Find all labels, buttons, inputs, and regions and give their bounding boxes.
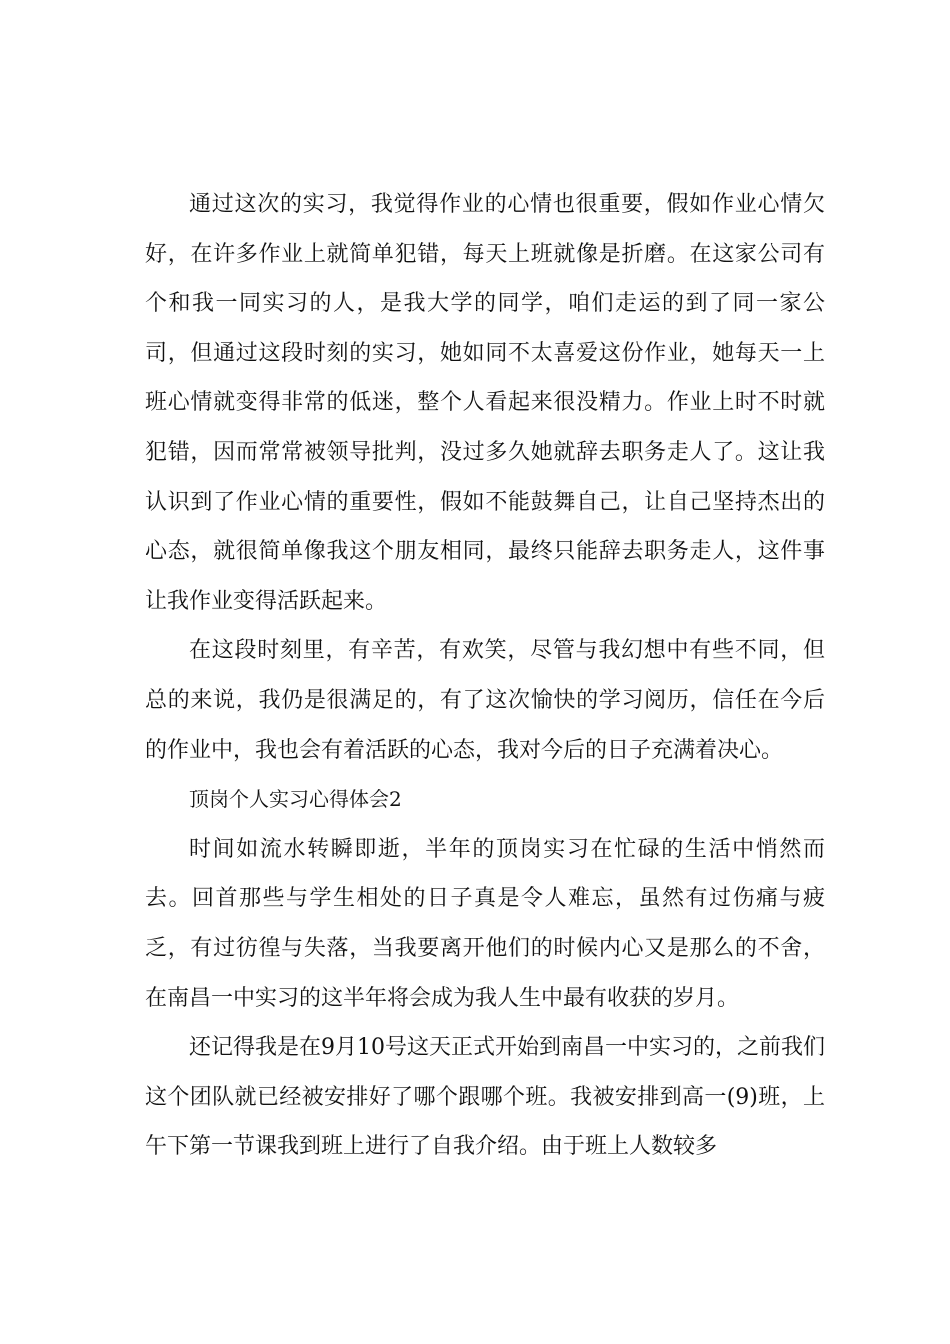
document-body (145, 180, 825, 1172)
paragraph-time-passes: 时间如流水转瞬即逝，半年的顶岗实习在忙碌的生活中悄然而去。回首那些与学生相处的日子真是令人难忘，虽然有过伤痛与疲乏，有过彷徨与失落，当我要离开他们的时候内心又是那么的不舍，在南昌一中实习的这半年将会成为我人生中最有收获的岁月。 (145, 836, 825, 1011)
section-title: 顶岗个人实习心得体会2 (189, 787, 402, 812)
paragraph-summary: 在这段时刻里，有辛苦，有欢笑，尽管与我幻想中有些不同，但总的来说，我仍是很满足的，有了这次愉快的学习阅历，信任在今后的作业中，我也会有着活跃的心态，我对今后的日子充满着决心。 (145, 638, 825, 763)
paragraph-work-mood: 通过这次的实习，我觉得作业的心情也很重要，假如作业心情欠好，在许多作业上就简单犯错，每天上班就像是折磨。在这家公司有个和我一同实习的人，是我大学的同学，咱们走运的到了同一家公司，但通过这段时刻的实习，她如同不太喜爱这份作业，她每天一上班心情就变得非常的低迷，整个人看起来很没精力。作业上时不时就犯错，因而常常被领导批判，没过多久她就辞去职务走人了。这让我认识到了作业心情的重要性，假如不能鼓舞自己，让自己坚持杰出的心态，就很简单像我这个朋友相同，最终只能辞去职务走人，这件事让我作业变得活跃起来。 (145, 192, 825, 614)
paragraph-first-day: 还记得我是在9月10号这天正式开始到南昌一中实习的，之前我们这个团队就已经被安排好了哪个跟哪个班。我被安排到高一(9)班，上午下第一节课我到班上进行了自我介绍。由于班上人数较多 (145, 1035, 825, 1160)
